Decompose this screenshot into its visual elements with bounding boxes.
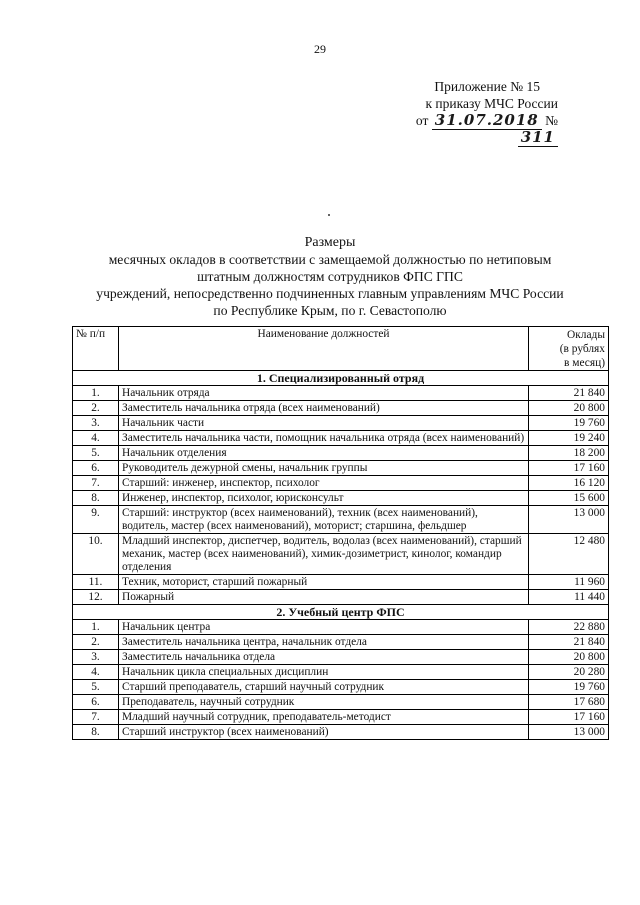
row-number: 8. [73,491,119,506]
table-row [73,416,609,431]
row-number: 8. [73,725,119,740]
row-number: 3. [73,650,119,665]
row-number: 6. [73,695,119,710]
date-prefix: от [415,113,429,128]
section-title: 2. Учебный центр ФПС [73,605,609,620]
salary-value: 21 840 [529,386,609,401]
salary-value: 22 880 [529,620,609,635]
position-name: Руководитель дежурной смены, начальник группы [119,461,529,476]
position-name: Старший: инструктор (всех наименований), техник (всех наименований), водитель, мастер (всех наименований), моторист; старшина, фельдшер [119,506,529,534]
salary-value: 19 760 [529,680,609,695]
position-name: Заместитель начальника центра, начальник отдела [119,635,529,650]
table-row [73,710,609,725]
table-row [73,461,609,476]
table-row [73,620,609,635]
appendix-date-line [378,112,558,146]
salary-value: 11 440 [529,590,609,605]
position-name: Техник, моторист, старший пожарный [119,575,529,590]
header-num: № п/п [73,327,119,371]
handwritten-number: 311 [518,128,558,147]
table-row [73,590,609,605]
salary-value: 20 800 [529,401,609,416]
table-row [73,650,609,665]
position-name: Заместитель начальника отряда (всех наименований) [119,401,529,416]
position-name: Начальник отделения [119,446,529,461]
salary-value: 19 760 [529,416,609,431]
position-name: Старший преподаватель, старший научный сотрудник [119,680,529,695]
section-title: 1. Специализированный отряд [73,371,609,386]
position-name: Старший: инженер, инспектор, психолог [119,476,529,491]
row-number: 2. [73,401,119,416]
salary-value: 20 800 [529,650,609,665]
salary-table [72,326,609,740]
number-prefix: № [545,113,558,128]
row-number: 11. [73,575,119,590]
row-number: 4. [73,665,119,680]
row-number: 9. [73,506,119,534]
table-row [73,476,609,491]
salary-value: 17 160 [529,461,609,476]
table-row [73,506,609,534]
table-row [73,386,609,401]
salary-value: 12 480 [529,534,609,575]
page-number: 29 [314,42,326,56]
position-name: Инженер, инспектор, психолог, юрисконсульт [119,491,529,506]
title-line-3: учреждений, непосредственно подчиненных главным управлениям МЧС России [96,286,564,301]
salary-value: 13 000 [529,506,609,534]
position-name: Начальник центра [119,620,529,635]
table-row [73,534,609,575]
salary-value: 13 000 [529,725,609,740]
row-number: 1. [73,386,119,401]
table-body [73,371,609,740]
section-row [73,605,609,620]
title-heading: Размеры [304,235,356,250]
salary-value: 11 960 [529,575,609,590]
salary-value: 18 200 [529,446,609,461]
position-name: Младший инспектор, диспетчер, водитель, водолаз (всех наименований), старший механик, мастер (всех наименований), химик-дозиметрист, кинолог, командир отделения [119,534,529,575]
position-name: Начальник цикла специальных дисциплин [119,665,529,680]
header-salary-line-1: Оклады [567,329,605,341]
salary-value: 17 160 [529,710,609,725]
table-row [73,680,609,695]
header-salary-line-2: (в рублях [559,343,605,355]
appendix-order-ref: к приказу МЧС России [425,96,558,111]
position-name: Старший инструктор (всех наименований) [119,725,529,740]
row-number: 7. [73,476,119,491]
position-name: Пожарный [119,590,529,605]
position-name: Заместитель начальника отдела [119,650,529,665]
position-name: Младший научный сотрудник, преподаватель-методист [119,710,529,725]
table-header-row [73,327,609,371]
position-name: Начальник отряда [119,386,529,401]
document-title [60,234,600,319]
table-row [73,491,609,506]
position-name: Заместитель начальника части, помощник начальника отряда (всех наименований) [119,431,529,446]
salary-value: 17 680 [529,695,609,710]
header-salary [529,327,609,371]
row-number: 2. [73,635,119,650]
table-row [73,665,609,680]
row-number: 5. [73,446,119,461]
position-name: Начальник части [119,416,529,431]
appendix-block [378,78,558,146]
row-number: 6. [73,461,119,476]
title-line-4: по Республике Крым, по г. Севастополю [213,303,447,318]
row-number: 1. [73,620,119,635]
section-row [73,371,609,386]
table-row [73,725,609,740]
table-row [73,446,609,461]
position-name: Преподаватель, научный сотрудник [119,695,529,710]
salary-value: 21 840 [529,635,609,650]
row-number: 5. [73,680,119,695]
table-row [73,401,609,416]
salary-value: 20 280 [529,665,609,680]
table-row [73,575,609,590]
header-name: Наименование должностей [119,327,529,371]
row-number: 10. [73,534,119,575]
appendix-title: Приложение № 15 [434,79,540,94]
header-salary-line-3: в месяц) [564,357,605,369]
title-line-1: месячных окладов в соответствии с замещаемой должностью по нетиповым [108,252,552,267]
title-line-2: штатным должностям сотрудников ФПС ГПС [197,269,463,284]
row-number: 4. [73,431,119,446]
table-row [73,635,609,650]
salary-value: 15 600 [529,491,609,506]
salary-value: 16 120 [529,476,609,491]
salary-value: 19 240 [529,431,609,446]
handwritten-date: 31.07.2018 [432,111,542,130]
row-number: 7. [73,710,119,725]
row-number: 3. [73,416,119,431]
table-row [73,695,609,710]
table-row [73,431,609,446]
row-number: 12. [73,590,119,605]
stray-dot [328,214,330,216]
